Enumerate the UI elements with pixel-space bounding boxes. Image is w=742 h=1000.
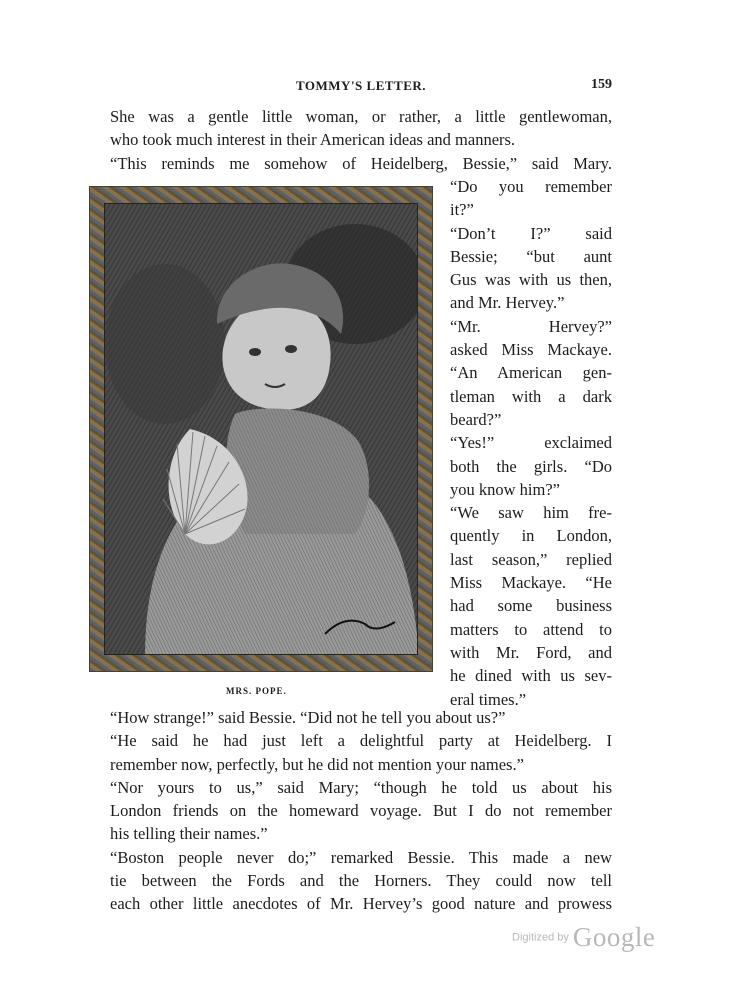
text-line: “Nor yours to us,” said Mary; “though he told us about his xyxy=(110,777,612,797)
text-line: Gus was with us then, xyxy=(450,270,612,290)
text-line: “Yes!” exclaimed xyxy=(450,433,612,453)
text-line: asked Miss Mackaye. xyxy=(450,340,612,360)
text-line: “He said he had just left a delightful party at Heidelberg. I xyxy=(110,731,612,751)
text-line: you know him?” xyxy=(450,479,560,499)
text-line: remember now, perfectly, but he did not mention your names.” xyxy=(110,754,524,774)
page-header xyxy=(110,76,612,96)
illustration-mrs-pope xyxy=(89,186,433,672)
text-line: it?” xyxy=(450,200,474,220)
illustration-engraving xyxy=(104,203,418,655)
illustration-caption: MRS. POPE. xyxy=(226,686,287,696)
text-line: he dined with us sev- xyxy=(450,666,612,686)
watermark-prefix: Digitized by xyxy=(512,931,569,944)
text-line: eral times.” xyxy=(450,689,527,709)
side-column-text xyxy=(450,175,612,711)
text-line: last season,” replied xyxy=(450,549,612,569)
text-line: “Mr. Hervey?” xyxy=(450,316,612,336)
text-line: matters to attend to xyxy=(450,619,612,639)
text-line: quently in London, xyxy=(450,526,612,546)
text-line: She was a gentle little woman, or rather, a little gentlewoman, xyxy=(110,107,612,126)
text-line: each other little anecdotes of Mr. Hervey’s good nature and prowess xyxy=(110,894,612,914)
text-line: had some business xyxy=(450,596,612,616)
text-line: tie between the Fords and the Horners. They could now tell xyxy=(110,871,612,891)
text-line: “An American gen- xyxy=(450,363,612,383)
text-line: both the girls. “Do xyxy=(450,456,612,476)
text-line: Bessie; “but aunt xyxy=(450,246,612,266)
text-line: “We saw him fre- xyxy=(450,503,612,523)
text-line: with Mr. Ford, and xyxy=(450,642,612,662)
text-line: “Don’t I?” said xyxy=(450,223,612,243)
text-line: “Boston people never do;” remarked Bessie. This made a new xyxy=(110,847,612,867)
digitized-by-google-watermark xyxy=(512,922,655,956)
text-line: his telling their names.” xyxy=(110,824,268,844)
text-line: beard?” xyxy=(450,409,502,429)
text-line: who took much interest in their American ideas and manners. xyxy=(110,130,516,150)
running-title: TOMMY'S LETTER. xyxy=(295,78,427,93)
bottom-paragraphs xyxy=(110,706,612,916)
text-line: “Do you remember xyxy=(450,177,612,196)
text-line: “This reminds me somehow of Heidelberg, Bessie,” said Mary. xyxy=(110,153,612,173)
text-line: “How strange!” said Bessie. “Did not he tell you about us?” xyxy=(110,708,506,727)
text-line: London friends on the homeward voyage. But I do not remember xyxy=(110,801,612,821)
text-line: tleman with a dark xyxy=(450,386,612,406)
page-number: 159 xyxy=(591,77,612,92)
portrait-engraving xyxy=(105,204,418,655)
text-line: Miss Mackaye. “He xyxy=(450,573,612,593)
google-logo-text: Google xyxy=(572,922,656,952)
text-line: and Mr. Hervey.” xyxy=(450,293,565,313)
top-paragraphs xyxy=(110,105,612,175)
